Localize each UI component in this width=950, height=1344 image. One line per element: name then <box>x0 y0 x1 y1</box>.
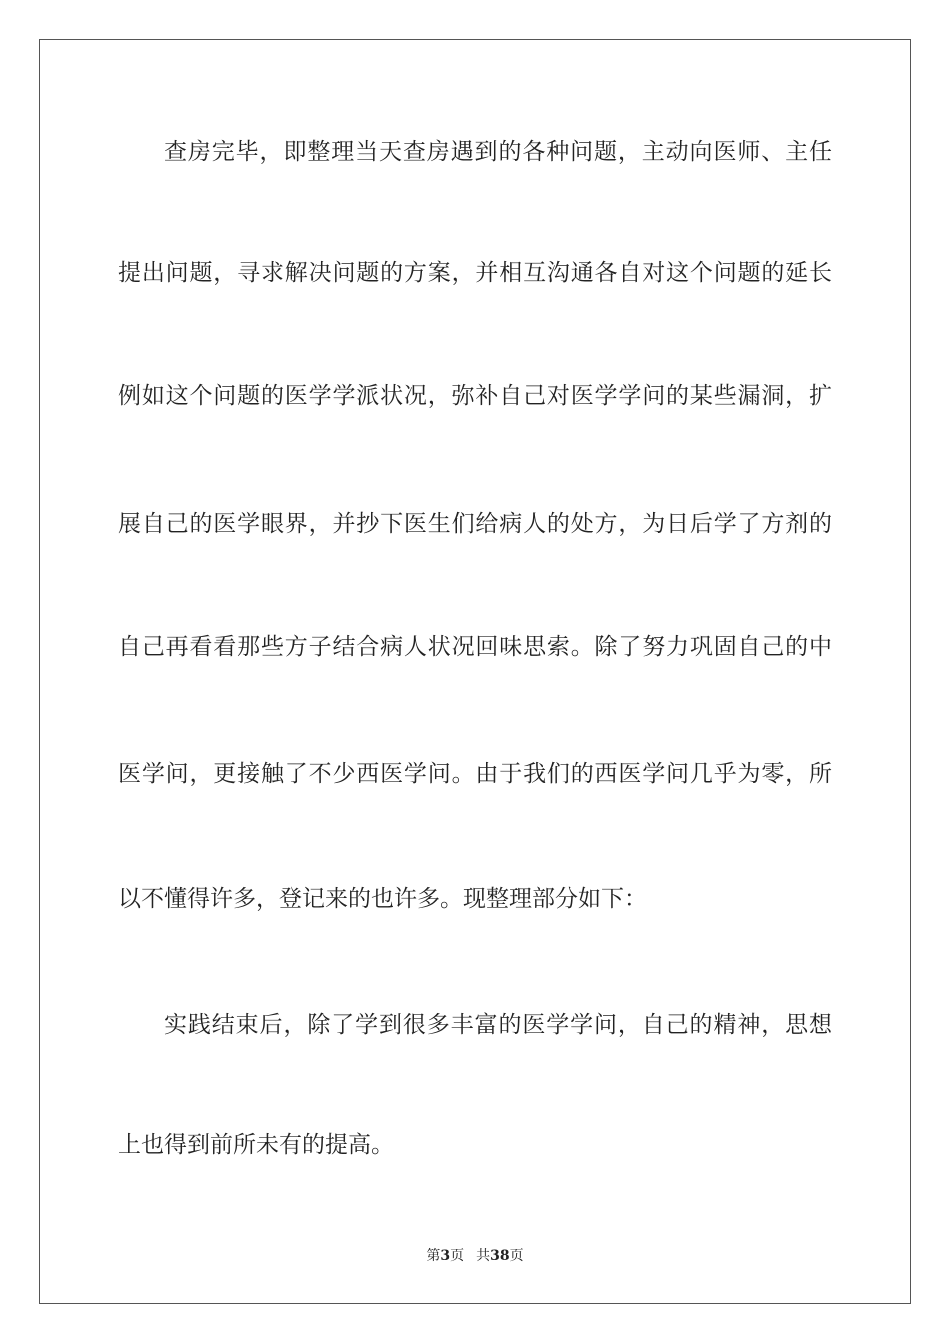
paragraph-line: 实践结束后，除了学到很多丰富的医学学问，自己的精神，思想 <box>164 1012 832 1038</box>
paragraph-line: 自己再看看那些方子结合病人状况回味思索。除了努力巩固自己的中 <box>118 634 832 660</box>
page-border <box>39 39 911 1304</box>
paragraph-line: 查房完毕，即整理当天查房遇到的各种问题，主动向医师、主任 <box>164 139 832 165</box>
page-footer <box>0 1247 950 1265</box>
footer-page-prefix: 第 <box>426 1248 441 1264</box>
paragraph-line: 展自己的医学眼界，并抄下医生们给病人的处方，为日后学了方剂的 <box>118 511 832 537</box>
paragraph-line: 以不懂得许多，登记来的也许多。现整理部分如下： <box>118 886 647 912</box>
paragraph-line: 上也得到前所未有的提高。 <box>118 1132 394 1158</box>
footer-total-suffix: 页 <box>509 1248 524 1264</box>
paragraph-line: 提出问题，寻求解决问题的方案，并相互沟通各自对这个问题的延长 <box>118 260 832 286</box>
footer-page-suffix: 页 <box>450 1248 465 1264</box>
footer-total-prefix: 共 <box>476 1248 491 1264</box>
footer-page-number: 3 <box>440 1248 451 1264</box>
footer-total-number: 38 <box>490 1248 510 1264</box>
paragraph-line: 例如这个问题的医学学派状况，弥补自己对医学学问的某些漏洞，扩 <box>118 383 832 409</box>
paragraph-line: 医学问，更接触了不少西医学问。由于我们的西医学问几乎为零，所 <box>118 761 832 787</box>
